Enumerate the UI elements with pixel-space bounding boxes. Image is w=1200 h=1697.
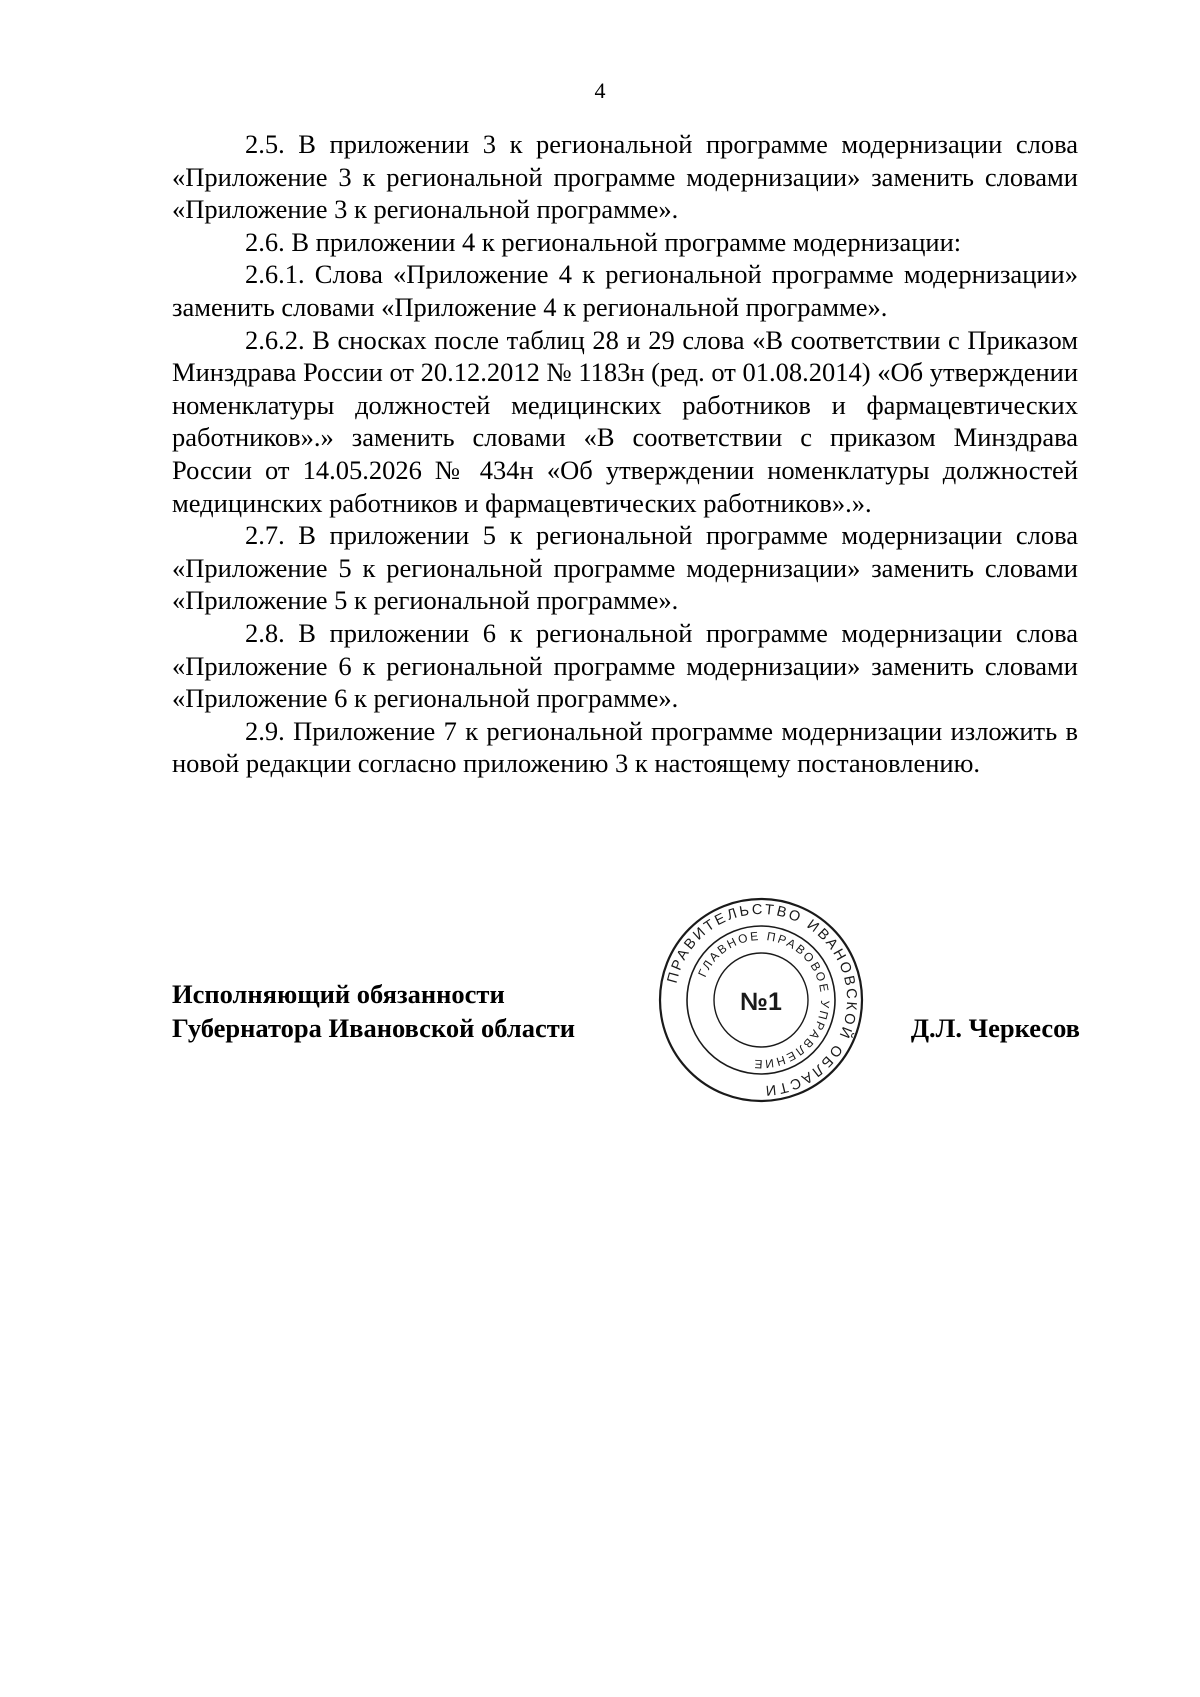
document-body: [172, 128, 1078, 780]
official-stamp: [656, 895, 866, 1105]
paragraph-2-6: 2.6. В приложении 4 к региональной программе модернизации:: [245, 226, 962, 257]
paragraph-2-9: 2.9. Приложение 7 к региональной программе модернизации изложить в новой редакции согласно приложению 3 к настоящему постановлению.: [172, 715, 1078, 779]
paragraph-2-5: 2.5. В приложении 3 к региональной программе модернизации слова «Приложение 3 к региональной программе модернизации» заменить словами «Приложение 3 к региональной программе».: [172, 129, 1078, 225]
paragraph-2-7: 2.7. В приложении 5 к региональной программе модернизации слова «Приложение 5 к региональной программе модернизации» заменить словами «Приложение 5 к региональной программе».: [172, 520, 1078, 616]
signatory-title: [172, 977, 575, 1045]
stamp-number: №1: [740, 988, 782, 1016]
paragraph-2-6-1: 2.6.1. Слова «Приложение 4 к региональной программе модернизации» заменить словами «Приложение 4 к региональной программе».: [172, 259, 1078, 322]
stamp-outer-text: ПРАВИТЕЛЬСТВО ИВАНОВСКОЙ ОБЛАСТИ: [664, 901, 860, 1099]
page-number: 4: [594, 78, 606, 103]
signatory-name: Д.Л. Черкесов: [910, 1013, 1080, 1043]
signatory-title-line-1: Исполняющий обязанности: [172, 979, 505, 1009]
stamp-inner-text: ГЛАВНОЕ ПРАВОВОЕ УПРАВЛЕНИЕ: [695, 928, 833, 1072]
signatory-title-line-2: Губернатора Ивановской области: [172, 1013, 576, 1043]
paragraph-2-8: 2.8. В приложении 6 к региональной программе модернизации слова «Приложение 6 к региональной программе модернизации» заменить словами «Приложение 6 к региональной программе».: [172, 617, 1078, 714]
paragraph-2-6-2: 2.6.2. В сносках после таблиц 28 и 29 слова «В соответствии с Приказом Минздрава России от 20.12.2012 № 1183н (ред. от 01.08.2014) «Об утверждении номенклатуры должностей медицинских работников и фармацевтических работников».» заменить словами «В соответствии с приказом Минздрава России от 14.05.2026 № 434н «Об утверждении номенклатуры должностей медицинских работников и фармацевтических работников».».: [172, 324, 1078, 518]
signature-block: [0, 895, 1200, 1125]
